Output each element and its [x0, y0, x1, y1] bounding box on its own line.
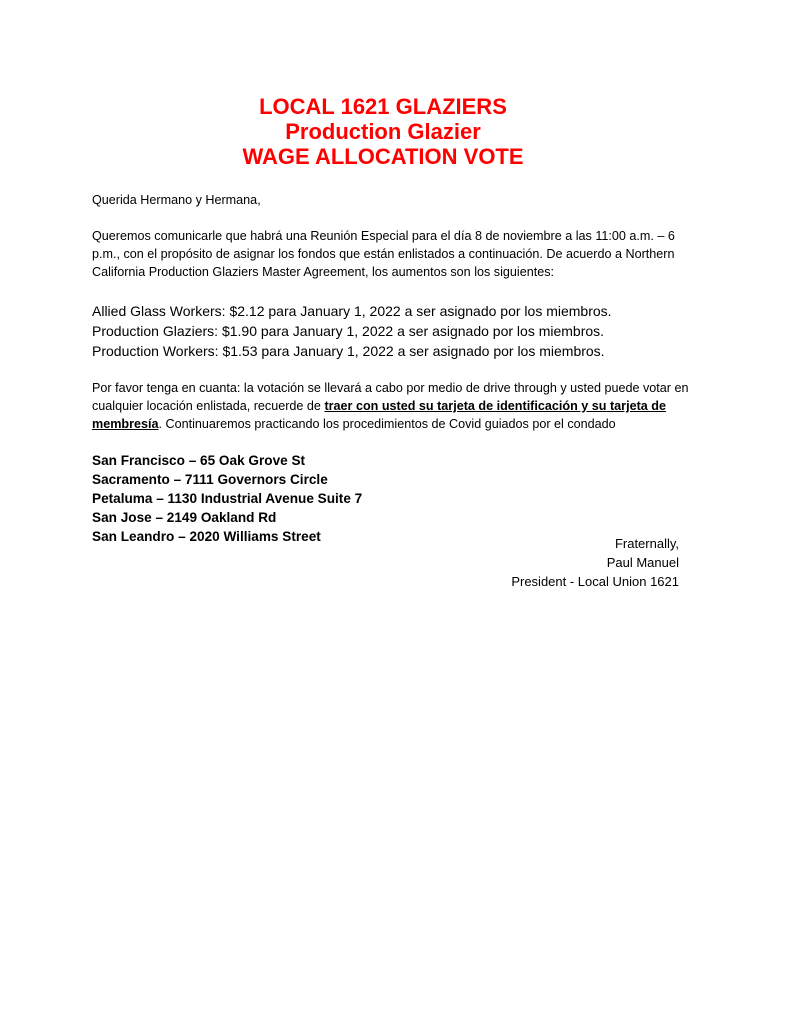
rate-production-glaziers: Production Glaziers: $1.90 para January 1, 2022 a ser asignado por los miembros. [92, 323, 605, 339]
voting-paragraph [92, 379, 700, 433]
voting-paragraph-covid: . Continuaremos practicando los procedimientos de Covid guiados por el condado [158, 417, 616, 431]
id-reminder-emphasis: traer con usted su tarjeta de identificación y su tarjeta de membresía [92, 399, 666, 431]
rate-production-workers: Production Workers: $1.53 para January 1, 2022 a ser asignado por los miembros. [92, 343, 605, 359]
location-san-leandro: San Leandro – 2020 Williams Street [92, 529, 321, 544]
location-san-francisco: San Francisco – 65 Oak Grove St [92, 453, 306, 468]
signature-block [511, 534, 679, 591]
voting-locations-list [92, 451, 700, 546]
title-line-trade: Production Glazier [285, 119, 481, 144]
location-petaluma: Petaluma – 1130 Industrial Avenue Suite 7 [92, 491, 363, 506]
rate-allied-glass-workers: Allied Glass Workers: $2.12 para January 1, 2022 a ser asignado por los miembros. [92, 303, 612, 319]
meeting-paragraph: Queremos comunicarle que habrá una Reunión Especial para el día 8 de noviembre a las 11:00 a.m. – 6 p.m., con el propósito de asignar los fondos que están enlistados a continuación. De acuerdo a Northern California Production Glaziers Master Agreement, los aumentos son los siguientes: [92, 229, 675, 279]
location-san-jose: San Jose – 2149 Oakland Rd [92, 510, 277, 525]
title-line-union: LOCAL 1621 GLAZIERS [259, 94, 507, 119]
closing: Fraternally, [614, 536, 679, 551]
signer-name: Paul Manuel [606, 555, 679, 570]
wage-rates-list [92, 301, 700, 361]
signer-title: President - Local Union 1621 [511, 574, 679, 589]
title-line-vote: WAGE ALLOCATION VOTE [242, 144, 524, 169]
document-title [0, 94, 766, 169]
letter-body [92, 191, 700, 546]
greeting: Querida Hermano y Hermana, [92, 193, 261, 207]
location-sacramento: Sacramento – 7111 Governors Circle [92, 472, 328, 487]
voting-paragraph-intro: Por favor tenga en cuanta: la votación se llevará a cabo por medio de drive through y usted puede votar en cualquier locación enlistada, recuerde de [92, 381, 689, 413]
